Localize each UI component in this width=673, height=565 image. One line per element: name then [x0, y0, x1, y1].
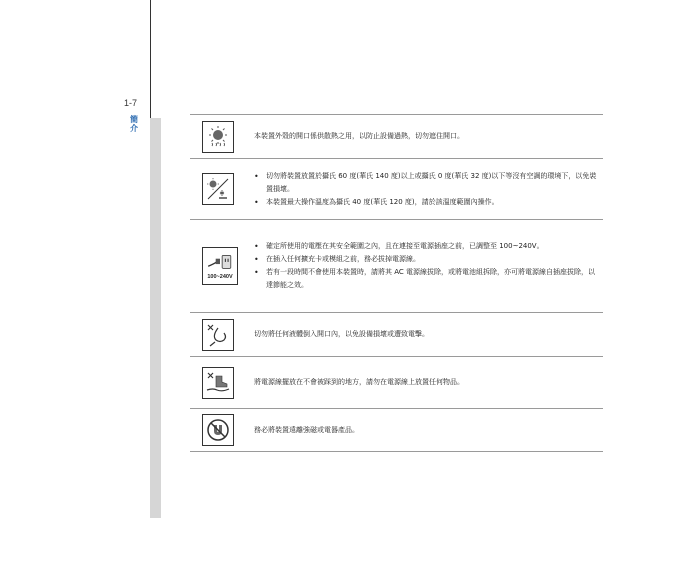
voltage-badge: 100~240V — [207, 274, 233, 280]
list-item: • 在插入任何擴充卡或模組之前，務必拔掉電源線。 — [254, 253, 599, 266]
power-outlet-icon — [202, 247, 238, 285]
sun-heat-icon — [202, 121, 234, 153]
safety-row — [190, 114, 603, 158]
safety-row — [190, 356, 603, 408]
row-text: 將電源線擺放在不會被踩到的地方，請勿在電源線上放置任何物品。 — [254, 378, 464, 386]
section-label: 簡介 — [130, 115, 138, 133]
no-liquid-icon — [202, 319, 234, 351]
page-sidebar-bar — [150, 118, 161, 518]
list-item: • 若有一段時間不會使用本裝置時，請將其 AC 電源線拔除，或將電池組拆除，亦可將電源線自插座拔除，以達節能之效。 — [254, 266, 599, 292]
temperature-icon — [202, 173, 234, 205]
row-text: 切勿將任何液體倒入開口內，以免設備損壞或遭致電擊。 — [254, 330, 429, 338]
safety-row — [190, 408, 603, 452]
safety-row — [190, 219, 603, 312]
safety-table — [190, 114, 603, 452]
no-magnet-icon — [202, 414, 234, 446]
row-text: 務必將裝置遠離強磁或電器產品。 — [254, 425, 359, 434]
no-step-cord-icon — [202, 367, 234, 399]
list-item: • 確定所使用的電壓在其安全範圍之內，且在連接至電源插座之前，已調整至 100~240V。 — [254, 240, 599, 253]
page-number: 1-7 — [124, 98, 138, 108]
list-item: • 切勿將裝置放置於攝氏 60 度(華氏 140 度)以上或攝氏 0 度(華氏 32 度)以下等沒有空調的環境下，以免裝置損壞。 — [254, 170, 599, 196]
list-item: • 本裝置最大操作溫度為攝氏 40 度(華氏 120 度)，請於該溫度範圍內操作。 — [254, 196, 599, 209]
safety-row — [190, 312, 603, 356]
row-text: 本裝置外殼的開口係供散熱之用，以防止設備過熱，切勿遮住開口。 — [254, 132, 464, 140]
safety-row — [190, 158, 603, 219]
page-margin-line — [150, 0, 151, 118]
